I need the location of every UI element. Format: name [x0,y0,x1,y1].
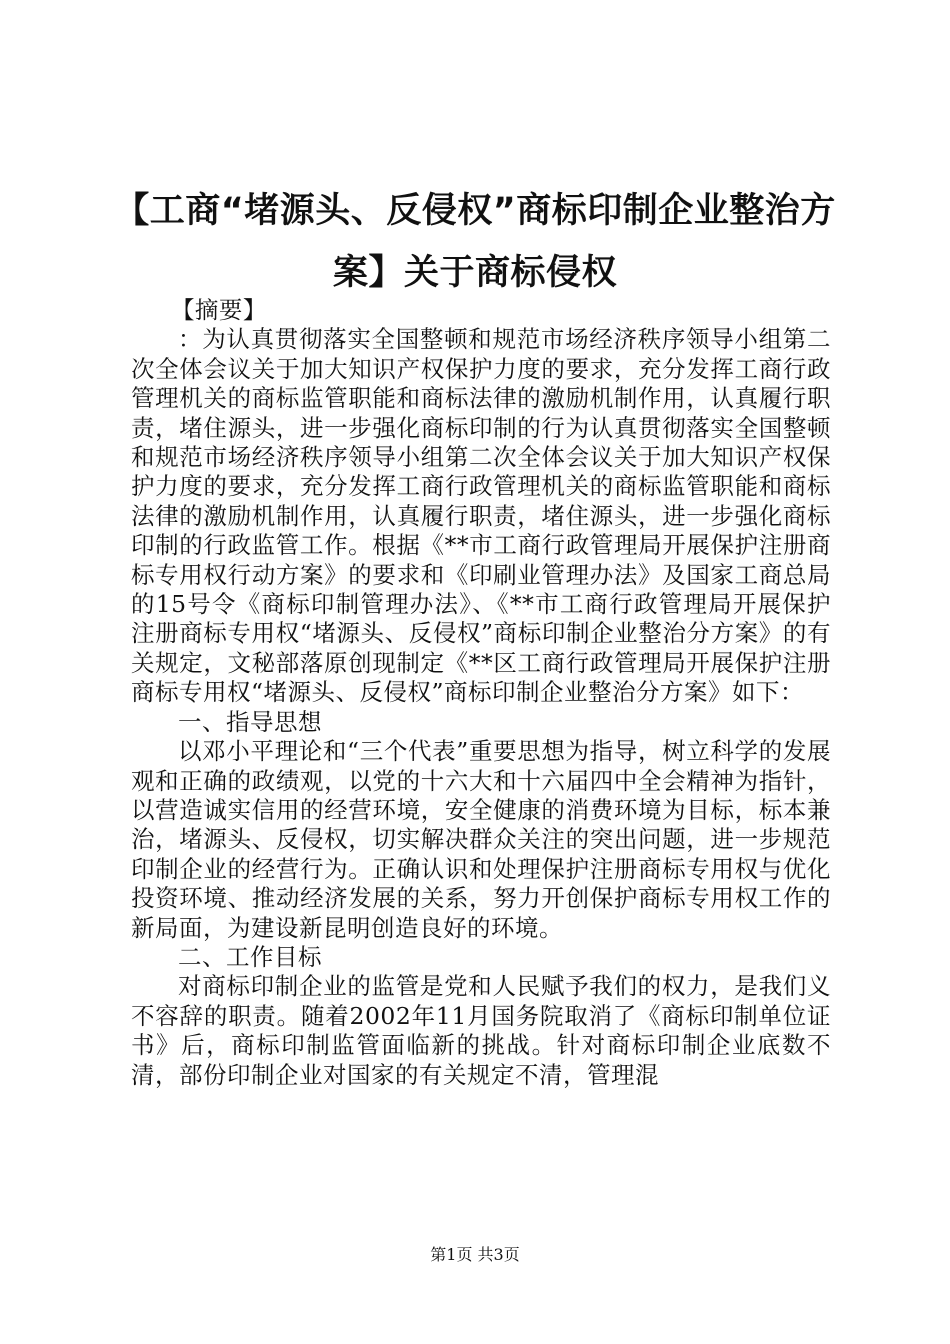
section-heading-guiding-ideology: 一、指导思想 [178,707,322,736]
guiding-ideology-paragraph: 以邓小平理论和“三个代表”重要思想为指导，树立科学的发展观和正确的政绩观，以党的十六大和十六届四中全会精神为指针，以营造诚实信用的经营环境，安全健康的消费环境为目标，标本兼治，堵源头、反侵权，切实解决群众关注的突出问题，进一步规范印制企业的经营行为。正确认识和处理保护注册商标专用权与优化投资环境、推动经济发展的关系，努力开创保护商标专用权工作的新局面，为建设新昆明创造良好的环境。 [131,737,831,942]
section-heading-work-goals: 二、工作目标 [178,942,322,971]
document-title: 【工商“堵源头、反侵权”商标印制企业整治方案】关于商标侵权 [114,191,836,293]
abstract-label: 【摘要】 [170,296,267,324]
work-goals-paragraph: 对商标印制企业的监管是党和人民赋予我们的权力，是我们义不容辞的职责。随着2002年11月国务院取消了《商标印制单位证书》后，商标印制监管面临新的挑战。针对商标印制企业底数不清，部份印制企业对国家的有关规定不清，管理混 [131,972,831,1089]
abstract-paragraph: ：为认真贯彻落实全国整顿和规范市场经济秩序领导小组第二次全体会议关于加大知识产权保护力度的要求，充分发挥工商行政管理机关的商标监管职能和商标法律的激励机制作用，认真履行职责，堵住源头，进一步强化商标印制的行为认真贯彻落实全国整顿和规范市场经济秩序领导小组第二次全体会议关于加大知识产权保护力度的要求，充分发挥工商行政管理机关的商标监管职能和商标法律的激励机制作用，认真履行职责，堵住源头，进一步强化商标印制的行政监管工作。根据《**市工商行政管理局开展保护注册商标专用权行动方案》的要求和《印刷业管理办法》及国家工商总局的15号令《商标印制管理办法》、《**市工商行政管理局开展保护注册商标专用权“堵源头、反侵权”商标印制企业整治分方案》的有关规定，文秘部落原创现制定《**区工商行政管理局开展保护注册商标专用权“堵源头、反侵权”商标印制企业整治分方案》如下： [131,325,831,707]
page-footer: 第1页 共3页 [430,1245,520,1264]
document-body [131,296,831,1090]
